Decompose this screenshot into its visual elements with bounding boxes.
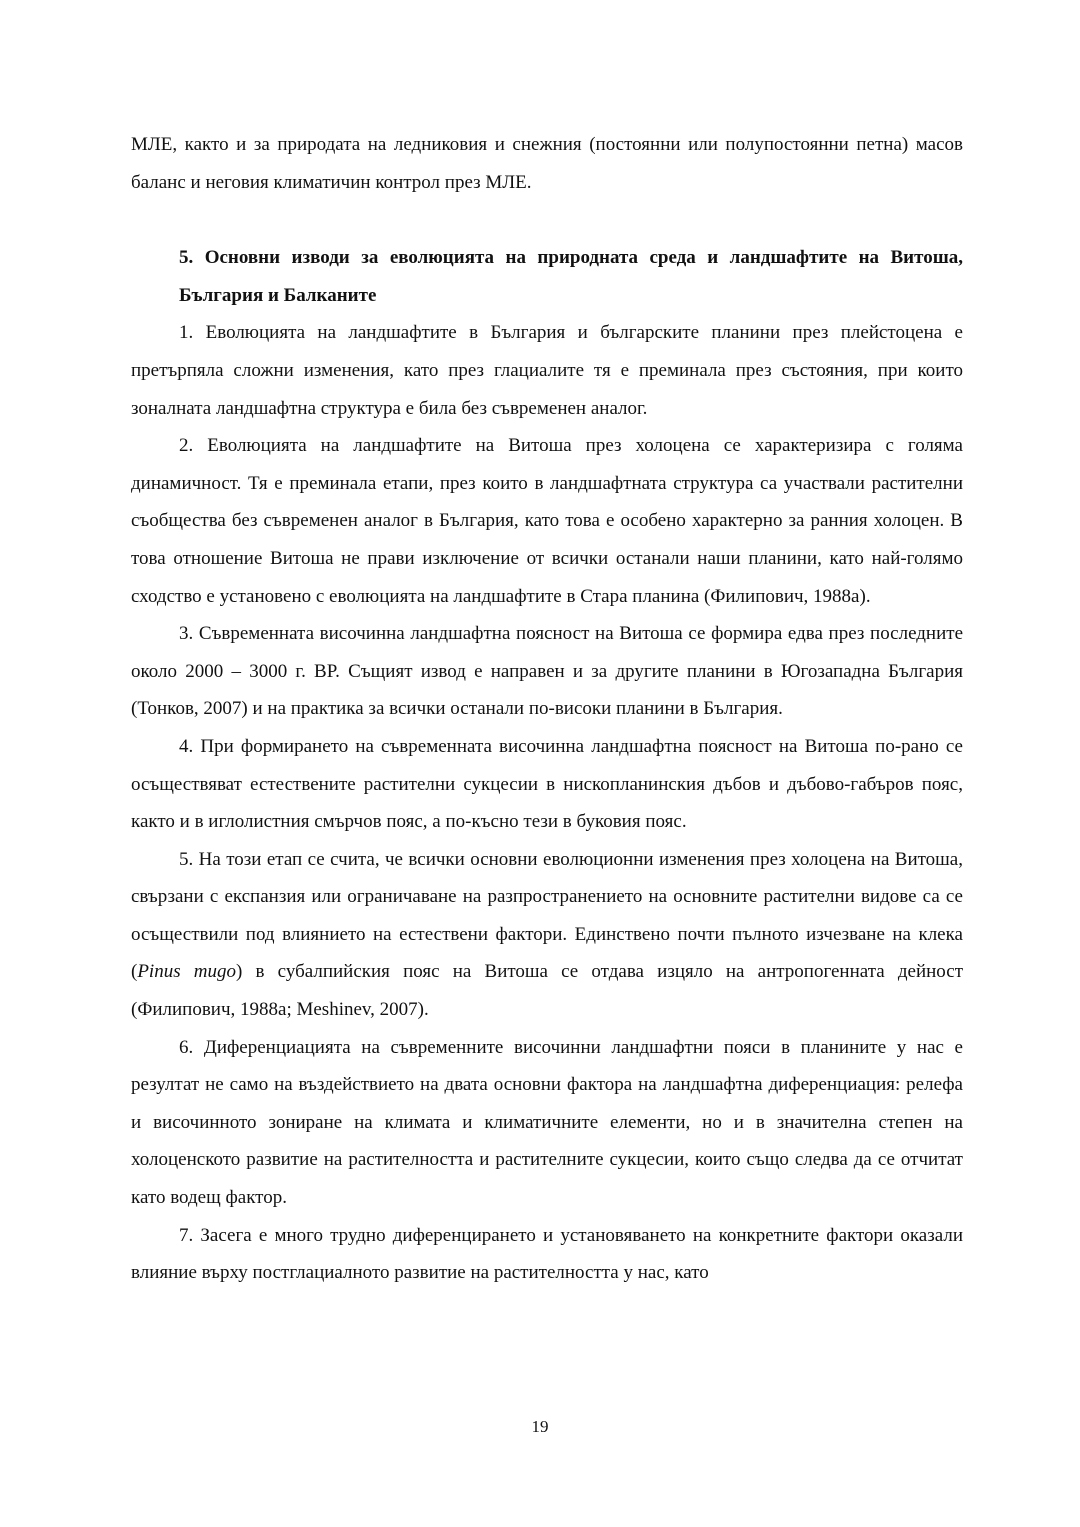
conclusion-5-text-end: ) в субалпийския пояс на Витоша се отдава изцяло на антропогенната дейност (Филипович, 1988а; Meshinev, 2007). bbox=[131, 961, 963, 1021]
species-name-pinus-mugo: Pinus mugo bbox=[137, 961, 237, 983]
intro-paragraph: МЛЕ, както и за природата на ледниковия и снежния (постоянни или полупостоянни петна) масов баланс и неговия климатичин контрол през МЛЕ. bbox=[131, 134, 963, 193]
page-number: 19 bbox=[531, 1417, 549, 1436]
conclusion-1: 1. Еволюцията на ландшафтите в България и българските планини през плейстоцена е претърпяла сложни изменения, като през глациалите тя е преминала през състояния, при които зоналната ландшафтна структура е била без съвременен аналог. bbox=[131, 322, 963, 419]
conclusion-5 bbox=[131, 841, 963, 1029]
conclusion-2: 2. Еволюцията на ландшафтите на Витоша през холоцена се характеризира с голяма динамичност. Тя е преминала етапи, през които в ландшафтната структура са участвали растителни съобщества без съвременен аналог в България, като това е особено характерно за ранния холоцен. В това отношение Витоша не прави изключение от всички останали наши планини, като най-голямо сходство е установено с еволюцията на ландшафтите в Стара планина (Филипович, 1988а). bbox=[131, 435, 963, 607]
conclusion-3: 3. Съвременната височинна ландшафтна поясност на Витоша се формира едва през последните около 2000 – 3000 г. BP. Същият извод е направен и за другите планини в Югозападна България (Тонков, 2007) и на практика за всички останали по-високи планини в България. bbox=[131, 623, 963, 720]
page-body bbox=[131, 126, 963, 1292]
conclusion-7: 7. Засега е много трудно диференцирането и установяването на конкретните фактори оказали влияние върху постглациалното развитие на растителността у нас, като bbox=[131, 1224, 963, 1284]
section-heading: 5. Основни изводи за еволюцията на природната среда и ландшафтите на Витоша, България и Балканите bbox=[179, 247, 963, 306]
conclusion-5-text-start: 5. На този етап се счита, че всички основни еволюционни изменения през холоцена на Витоша, свързани с експанзия или ограничаване на разпространението на основните растителни видове са се осъществили под влиянието на естествени фактори. Единствено почти пълното изчезване на клека ( bbox=[131, 848, 963, 983]
conclusion-4: 4. При формирането на съвременната височинна ландшафтна поясност на Витоша по-рано се осъществяват естествените растителни сукцесии в нископланинския дъбов и дъбово-габъров пояс, както и в иглолистния смърчов пояс, а по-късно тези в буковия пояс. bbox=[131, 735, 963, 833]
conclusion-6: 6. Диференциацията на съвременните височинни ландшафтни пояси в планините у нас е резултат не само на въздействието на двата основни фактора на ландшафтна диференциация: релефа и височинното зониране на климата и климатичните елементи, но и в значителна степен на холоценското развитие на растителността и растителните сукцесии, които също следва да се отчитат като водещ фактор. bbox=[131, 1036, 963, 1209]
section-spacer bbox=[131, 201, 963, 239]
